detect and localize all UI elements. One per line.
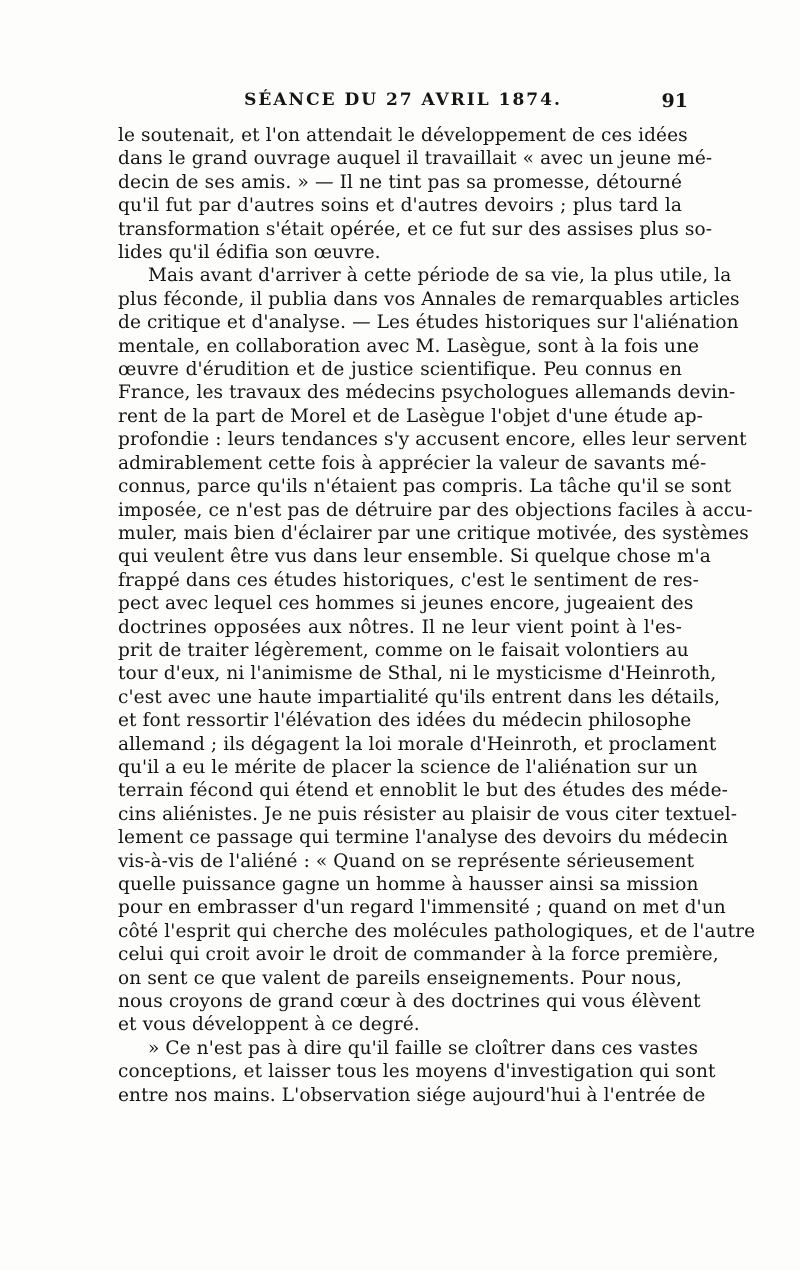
text-line: connus, parce qu'ils n'étaient pas compris. La tâche qu'il se sont xyxy=(118,476,732,498)
text-line: vis-à-vis de l'aliéné : « Quand on se représente sérieusement xyxy=(118,850,695,872)
text-line: pect avec lequel ces hommes si jeunes encore, jugeaient des xyxy=(118,593,694,615)
page-number: 91 xyxy=(661,90,688,112)
text-line: qui veulent être vus dans leur ensemble. Si quelque chose m'a xyxy=(118,546,711,568)
text-line: imposée, ce n'est pas de détruire par des objections faciles à accu- xyxy=(118,499,753,521)
text-line: allemand ; ils dégagent la loi morale d'Heinroth, et proclament xyxy=(118,733,717,755)
text-line: qu'il a eu le mérite de placer la science de l'aliénation sur un xyxy=(118,756,698,778)
text-line: c'est avec une haute impartialité qu'ils entrent dans les détails, xyxy=(118,686,721,708)
paragraph xyxy=(118,124,713,264)
text-line: pour en embrasser d'un regard l'immensité ; quand on met d'un xyxy=(118,897,726,919)
text-line: Mais avant d'arriver à cette période de sa vie, la plus utile, la xyxy=(148,265,732,287)
text-line: de critique et d'analyse. — Les études historiques sur l'aliénation xyxy=(118,312,739,334)
text-line: transformation s'était opérée, et ce fut sur des assises plus so- xyxy=(118,218,713,240)
text-line: conceptions, et laisser tous les moyens d'investigation qui sont xyxy=(118,1061,716,1083)
body-text xyxy=(118,124,756,1107)
text-line: prit de traiter légèrement, comme on le faisait volontiers au xyxy=(118,639,689,661)
text-line: et vous développent à ce degré. xyxy=(118,1014,420,1036)
text-line: lement ce passage qui termine l'analyse des devoirs du médecin xyxy=(118,827,728,849)
paragraph xyxy=(118,1037,716,1107)
text-line: terrain fécond qui étend et ennoblit le but des études des méde- xyxy=(118,780,728,802)
paragraph xyxy=(118,264,756,1036)
text-line: dans le grand ouvrage auquel il travaillait « avec un jeune mé- xyxy=(118,148,713,170)
text-line: et font ressortir l'élévation des idées du médecin philosophe xyxy=(118,710,692,732)
text-line: lides qu'il édifia son œuvre. xyxy=(118,242,381,264)
text-line: France, les travaux des médecins psychologues allemands devin- xyxy=(118,382,736,404)
running-head: SÉANCE DU 27 AVRIL 1874. xyxy=(244,90,562,110)
text-line: doctrines opposées aux nôtres. Il ne leur vient point à l'es- xyxy=(118,616,682,638)
text-line: cins aliénistes. Je ne puis résister au plaisir de vous citer textuel- xyxy=(118,803,738,825)
text-line: le soutenait, et l'on attendait le développement de ces idées xyxy=(118,125,688,146)
text-line: entre nos mains. L'observation siége aujourd'hui à l'entrée de xyxy=(118,1084,706,1106)
text-line: côté l'esprit qui cherche des molécules pathologiques, et de l'autre xyxy=(118,920,756,942)
text-line: mentale, en collaboration avec M. Lasègue, sont à la fois une xyxy=(118,335,700,357)
text-line: celui qui croit avoir le droit de commander à la force première, xyxy=(118,944,719,966)
text-line: » Ce n'est pas à dire qu'il faille se cloîtrer dans ces vastes xyxy=(148,1037,699,1059)
text-line: plus féconde, il publia dans vos Annales de remarquables articles xyxy=(118,288,740,310)
text-line: profondie : leurs tendances s'y accusent encore, elles leur servent xyxy=(118,429,747,451)
text-line: nous croyons de grand cœur à des doctrines qui vous élèvent xyxy=(118,991,701,1013)
text-line: œuvre d'érudition et de justice scientifique. Peu connus en xyxy=(118,359,682,381)
text-line: admirablement cette fois à apprécier la valeur de savants mé- xyxy=(118,452,707,474)
text-line: quelle puissance gagne un homme à hausser ainsi sa mission xyxy=(118,874,699,895)
text-line: tour d'eux, ni l'animisme de Sthal, ni le mysticisme d'Heinroth, xyxy=(118,663,717,685)
text-line: muler, mais bien d'éclairer par une critique motivée, des systèmes xyxy=(118,522,749,544)
page-header xyxy=(118,90,688,116)
text-line: rent de la part de Morel et de Lasègue l'objet d'une étude ap- xyxy=(118,405,704,427)
text-line: on sent ce que valent de pareils enseignements. Pour nous, xyxy=(118,967,682,989)
text-line: frappé dans ces études historiques, c'est le sentiment de res- xyxy=(118,569,699,591)
text-line: qu'il fut par d'autres soins et d'autres devoirs ; plus tard la xyxy=(118,195,682,217)
text-line: decin de ses amis. » — Il ne tint pas sa promesse, détourné xyxy=(118,171,682,193)
